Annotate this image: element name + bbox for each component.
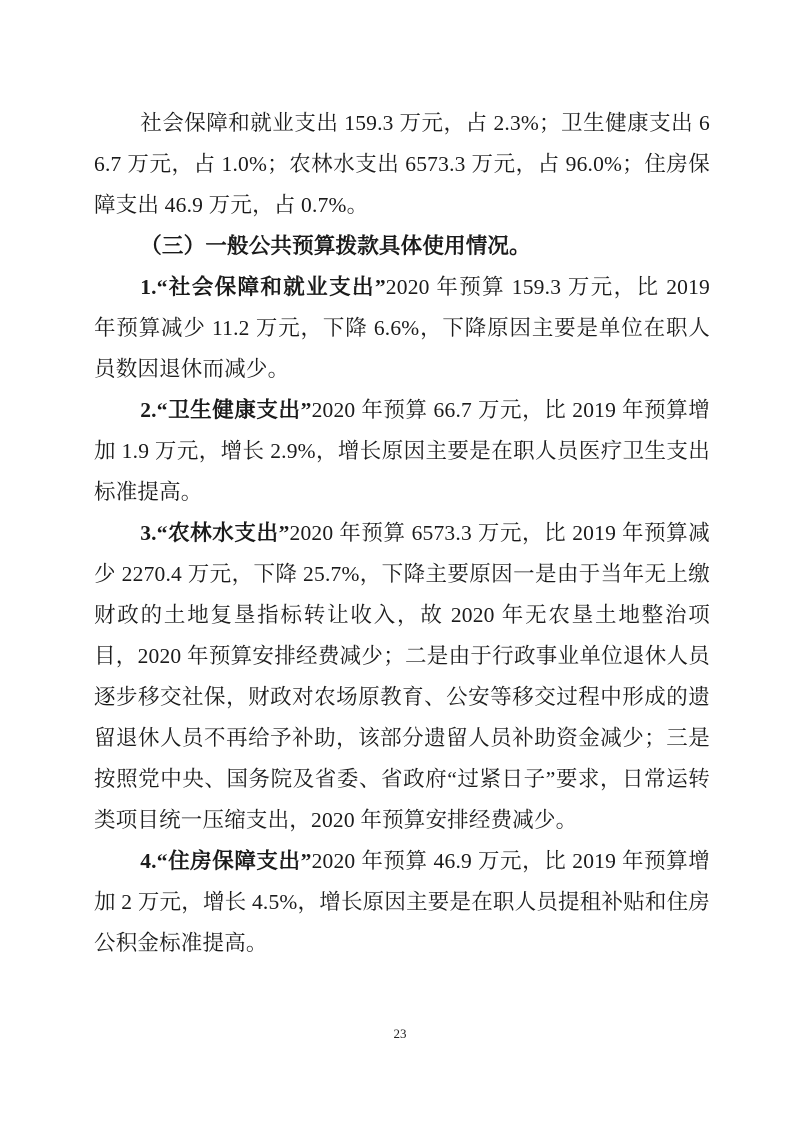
paragraph-item-3 [94,513,710,841]
paragraph-text: 2020 年预算 66.7 万元，比 2019 年预算增加 1.9 万元，增长 2.9%，增长原因主要是在职人员医疗卫生支出标准提高。 [94,398,710,504]
paragraph-text: 2020 年预算 159.3 万元，比 2019 年预算减少 11.2 万元，下降 6.6%，下降原因主要是单位在职人员数因退休而减少。 [94,275,710,381]
paragraph-item-4 [94,841,710,964]
paragraph-lead: 2.“卫生健康支出” [140,398,312,422]
paragraph-text: 社会保障和就业支出 159.3 万元，占 2.3%；卫生健康支出 66.7 万元，占 1.0%；农林水支出 6573.3 万元，占 96.0%；住房保障支出 46.9 万元，占 0.7%。 [94,111,710,217]
paragraph-text: 2020 年预算 46.9 万元，比 2019 年预算增加 2 万元，增长 4.5%，增长原因主要是在职人员提租补贴和住房公积金标准提高。 [94,849,710,955]
document-body [94,103,710,964]
section-heading-text: （三）一般公共预算拨款具体使用情况。 [140,234,531,258]
paragraph-lead: 4.“住房保障支出” [140,849,312,873]
page-number: 23 [393,1026,407,1041]
paragraph-summary [94,103,710,226]
paragraph-lead: 1.“社会保障和就业支出” [140,275,386,299]
paragraph-lead: 3.“农林水支出” [140,521,290,545]
section-heading [94,226,710,267]
paragraph-item-2 [94,390,710,513]
paragraph-text: 2020 年预算 6573.3 万元，比 2019 年预算减少 2270.4 万元，下降 25.7%，下降主要原因一是由于当年无上缴财政的土地复垦指标转让收入，故 2020 年无农垦土地整治项目，2020 年预算安排经费减少；二是由于行政事业单位退休人员逐步移交社保，财政对农场原教育、公安等移交过程中形成的遗留退休人员不再给予补助，该部分遗留人员补助资金减少；三是按照党中央、国务院及省委、省政府“过紧日子”要求，日常运转类项目统一压缩支出，2020 年预算安排经费减少。 [94,521,710,832]
paragraph-item-1 [94,267,710,390]
